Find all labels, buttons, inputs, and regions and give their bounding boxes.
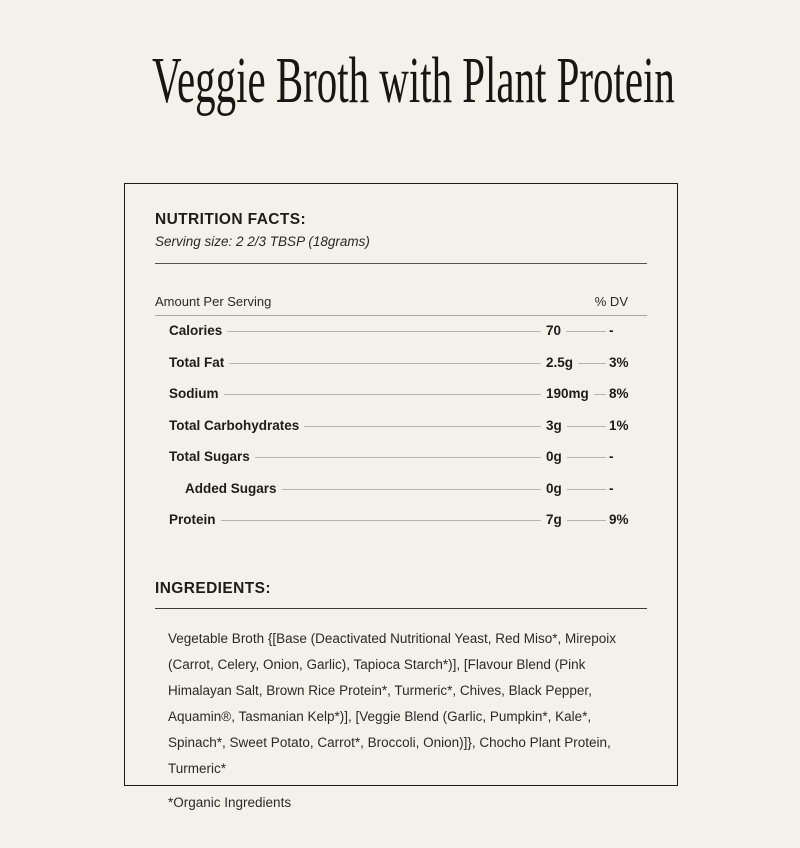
leader-line bbox=[567, 520, 606, 521]
nutrition-table-body bbox=[155, 323, 647, 544]
nutrient-label: Total Fat bbox=[169, 354, 225, 370]
nutrient-dv-value: 9% bbox=[609, 512, 629, 527]
page-title: Veggie Broth with Plant Protein bbox=[152, 44, 675, 117]
nutrient-value: 190mg bbox=[546, 386, 589, 401]
nutrient-label: Total Carbohydrates bbox=[169, 417, 300, 433]
leader-line bbox=[594, 394, 606, 395]
nutrient-dv-value: - bbox=[609, 323, 614, 338]
percent-dv-header: % DV bbox=[594, 294, 628, 309]
nutrient-value: 3g bbox=[546, 417, 562, 433]
leader-line bbox=[224, 394, 542, 395]
nutrient-value-cell bbox=[546, 386, 609, 401]
nutrition-row bbox=[155, 481, 647, 513]
leader-line bbox=[566, 331, 606, 332]
table-header-row bbox=[155, 294, 647, 316]
leader-line bbox=[229, 363, 541, 364]
organic-ingredients-note: *Organic Ingredients bbox=[168, 794, 292, 810]
leader-line bbox=[304, 426, 541, 427]
ingredients-heading: INGREDIENTS: bbox=[155, 579, 271, 597]
leader-line bbox=[255, 457, 541, 458]
nutrient-value-cell bbox=[546, 418, 609, 433]
leader-line bbox=[227, 331, 541, 332]
leader-line bbox=[282, 489, 541, 490]
nutrient-dv-value: - bbox=[609, 480, 614, 496]
nutrient-dv-value: - bbox=[609, 449, 614, 464]
nutrition-row bbox=[155, 386, 647, 418]
leader-line bbox=[567, 489, 606, 490]
divider-line bbox=[155, 263, 647, 264]
nutrition-row bbox=[155, 323, 647, 355]
nutrient-dv-value: 1% bbox=[609, 417, 629, 433]
leader-line bbox=[567, 457, 606, 458]
nutrient-dv-value: 8% bbox=[609, 386, 629, 401]
nutrient-label: Calories bbox=[169, 323, 223, 338]
nutrient-label: Sodium bbox=[169, 386, 219, 401]
nutrient-value: 0g bbox=[546, 449, 562, 464]
nutrition-row bbox=[155, 418, 647, 450]
nutrition-row bbox=[155, 355, 647, 387]
nutrient-label: Protein bbox=[169, 512, 216, 527]
divider-line bbox=[155, 608, 647, 609]
serving-size-text: Serving size: 2 2/3 TBSP (18grams) bbox=[155, 234, 370, 249]
nutrient-label: Added Sugars bbox=[185, 480, 277, 496]
nutrient-value: 0g bbox=[546, 480, 562, 496]
nutrient-value-cell bbox=[546, 512, 609, 527]
leader-line bbox=[567, 426, 606, 427]
ingredients-text: Vegetable Broth {[Base (Deactivated Nutritional Yeast, Red Miso*, Mirepoix (Carrot, Celery, Onion, Garlic), Tapioca Starch*)], [Flavour Blend (Pink Himalayan Salt, Brown Rice Protein*, Turmeric*, Chives, Black Pepper, Aquamin®, Tasmanian Kelp*)], [Veggie Blend (Garlic, Pumpkin*, Kale*, Spinach*, Sweet Potato, Carrot*, Broccoli, Onion)]}, Chocho Plant Protein, Turmeric* bbox=[168, 630, 616, 776]
nutrient-value: 2.5g bbox=[546, 354, 574, 370]
leader-line bbox=[578, 363, 606, 364]
leader-line bbox=[221, 520, 541, 521]
nutrition-row bbox=[155, 512, 647, 544]
nutrition-label-panel bbox=[124, 183, 678, 810]
nutrient-value: 70 bbox=[546, 323, 562, 338]
nutrient-value-cell bbox=[546, 355, 609, 370]
amount-per-serving-header: Amount Per Serving bbox=[155, 294, 272, 309]
nutrient-dv-value: 3% bbox=[609, 354, 629, 370]
nutrient-value-cell bbox=[546, 449, 609, 464]
nutrient-value-cell bbox=[546, 481, 609, 496]
nutrition-facts-heading: NUTRITION FACTS: bbox=[155, 211, 307, 228]
nutrient-label: Total Sugars bbox=[169, 449, 250, 464]
nutrient-value: 7g bbox=[546, 512, 562, 527]
nutrient-value-cell bbox=[546, 323, 609, 338]
nutrition-row bbox=[155, 449, 647, 481]
